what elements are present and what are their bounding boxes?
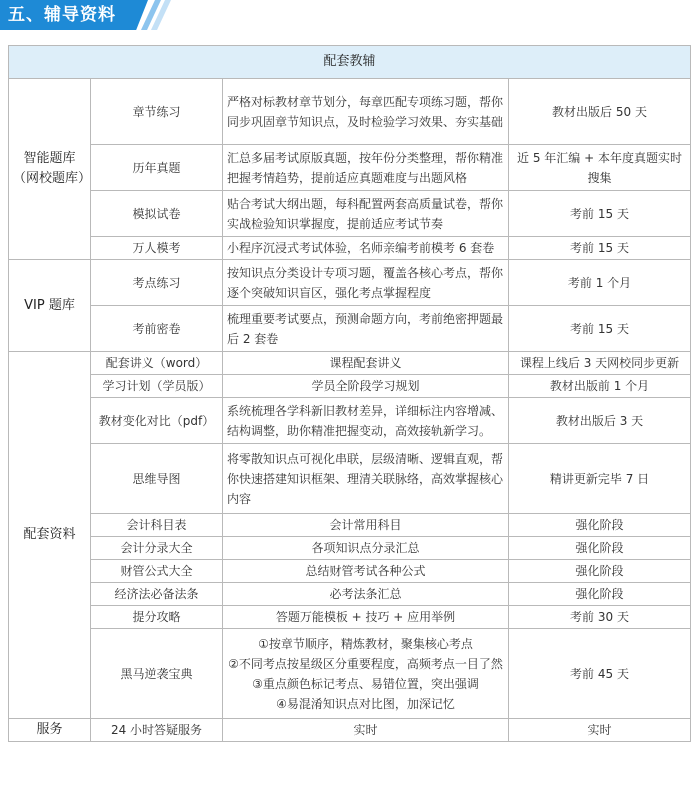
table-row [9, 514, 691, 537]
item-name-cell: 考前密卷 [91, 306, 223, 352]
schedule-cell: 强化阶段 [509, 560, 691, 583]
item-description-cell: 严格对标教材章节划分，每章匹配专项练习题，帮你同步巩固章节知识点，及时检验学习效果、夯实基础 [223, 79, 509, 145]
item-description-cell: 会计常用科目 [223, 514, 509, 537]
schedule-cell: 近 5 年汇编 + 本年度真题实时搜集 [509, 145, 691, 191]
item-name-cell: 配套讲义（word） [91, 352, 223, 375]
item-name-cell: 会计科目表 [91, 514, 223, 537]
table-row [9, 560, 691, 583]
table-row [9, 352, 691, 375]
schedule-cell: 精讲更新完毕 7 日 [509, 444, 691, 514]
item-description-cell: 系统梳理各学科新旧教材差异，详细标注内容增减、结构调整，助你精准把握变动，高效接轨新学习。 [223, 398, 509, 444]
item-description-cell: 将零散知识点可视化串联，层级清晰、逻辑直观，帮你快速搭建知识框架、理清关联脉络，高效掌握核心内容 [223, 444, 509, 514]
schedule-cell: 教材出版前 1 个月 [509, 375, 691, 398]
description-line: ③重点颜色标记考点、易错位置，突出强调 [252, 676, 479, 691]
item-name-cell: 章节练习 [91, 79, 223, 145]
item-description-cell: 实时 [223, 719, 509, 742]
table-row [9, 260, 691, 306]
table-title: 配套教辅 [9, 46, 691, 79]
item-name-cell: 万人模考 [91, 237, 223, 260]
category-cell: 服务 [9, 719, 91, 742]
table-row [9, 583, 691, 606]
item-description-cell: 汇总多届考试原版真题，按年份分类整理，帮你精准把握考情趋势，提前适应真题难度与出题风格 [223, 145, 509, 191]
schedule-cell: 强化阶段 [509, 583, 691, 606]
description-line: ②不同考点按星级区分重要程度，高频考点一目了然 [228, 656, 503, 671]
section-header [0, 0, 696, 40]
item-name-cell: 学习计划（学员版） [91, 375, 223, 398]
item-name-cell: 24 小时答疑服务 [91, 719, 223, 742]
schedule-cell: 强化阶段 [509, 537, 691, 560]
table-row [9, 375, 691, 398]
item-description-cell: 贴合考试大纲出题，每科配置两套高质量试卷，帮你实战检验知识掌握度，提前适应考试节奏 [223, 191, 509, 237]
category-cell: 配套资料 [9, 352, 91, 719]
schedule-cell: 教材出版后 3 天 [509, 398, 691, 444]
table-title-row [9, 46, 691, 79]
item-description-cell: 按知识点分类设计专项习题，覆盖各核心考点，帮你逐个突破知识盲区，强化考点掌握程度 [223, 260, 509, 306]
item-description-cell: 总结财管考试各种公式 [223, 560, 509, 583]
schedule-cell: 教材出版后 50 天 [509, 79, 691, 145]
item-description-cell: 小程序沉浸式考试体验，名师亲编考前模考 6 套卷 [223, 237, 509, 260]
category-cell: VIP 题库 [9, 260, 91, 352]
table-row [9, 537, 691, 560]
table-row [9, 237, 691, 260]
description-line: ①按章节顺序，精炼教材，聚集核心考点 [258, 636, 473, 651]
item-description-cell: 答题万能模板 + 技巧 + 应用举例 [223, 606, 509, 629]
schedule-cell: 考前 30 天 [509, 606, 691, 629]
item-description-cell [223, 629, 509, 719]
schedule-cell: 考前 15 天 [509, 306, 691, 352]
section-title: 五、辅导资料 [8, 5, 116, 25]
item-name-cell: 提分攻略 [91, 606, 223, 629]
schedule-cell: 考前 15 天 [509, 237, 691, 260]
item-name-cell: 思维导图 [91, 444, 223, 514]
schedule-cell: 课程上线后 3 天网校同步更新 [509, 352, 691, 375]
table-row [9, 398, 691, 444]
table-row [9, 629, 691, 719]
schedule-cell: 强化阶段 [509, 514, 691, 537]
item-description-cell: 学员全阶段学习规划 [223, 375, 509, 398]
category-cell: 智能题库 （网校题库） [9, 79, 91, 260]
description-line: ④易混淆知识点对比图，加深记忆 [276, 696, 455, 711]
materials-table [8, 45, 691, 742]
item-description-cell: 课程配套讲义 [223, 352, 509, 375]
schedule-cell: 实时 [509, 719, 691, 742]
table-row [9, 79, 691, 145]
item-name-cell: 模拟试卷 [91, 191, 223, 237]
item-name-cell: 考点练习 [91, 260, 223, 306]
table-row [9, 191, 691, 237]
item-name-cell: 历年真题 [91, 145, 223, 191]
table-row [9, 444, 691, 514]
item-name-cell: 教材变化对比（pdf） [91, 398, 223, 444]
item-name-cell: 经济法必备法条 [91, 583, 223, 606]
item-description-cell: 各项知识点分录汇总 [223, 537, 509, 560]
item-name-cell: 会计分录大全 [91, 537, 223, 560]
table-row [9, 719, 691, 742]
item-name-cell: 财管公式大全 [91, 560, 223, 583]
schedule-cell: 考前 1 个月 [509, 260, 691, 306]
item-description-cell: 梳理重要考试要点，预测命题方向，考前绝密押题最后 2 套卷 [223, 306, 509, 352]
table-row [9, 306, 691, 352]
table-row [9, 145, 691, 191]
schedule-cell: 考前 15 天 [509, 191, 691, 237]
table-row [9, 606, 691, 629]
item-name-cell: 黑马逆袭宝典 [91, 629, 223, 719]
schedule-cell: 考前 45 天 [509, 629, 691, 719]
item-description-cell: 必考法条汇总 [223, 583, 509, 606]
